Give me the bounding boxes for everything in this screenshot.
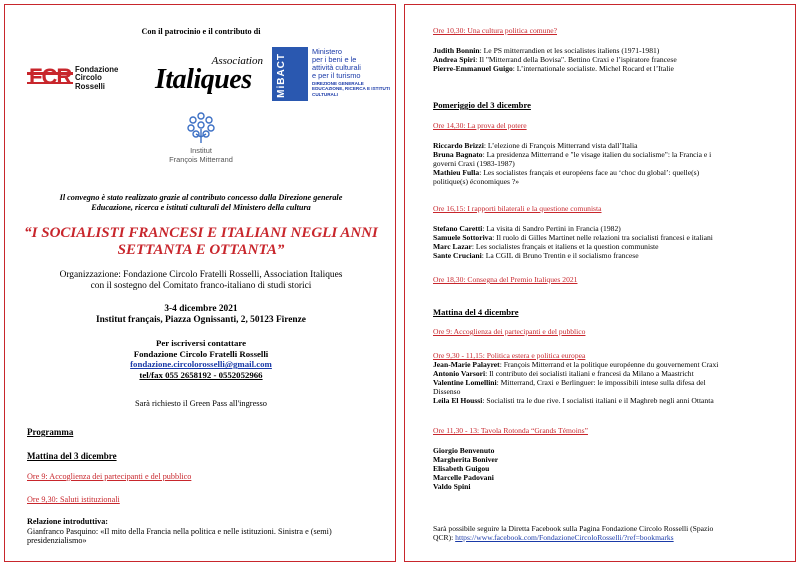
list-item: Pierre-Emmanuel Guigo: L’internationale socialiste. Michel Rocard et l’Italie (433, 64, 674, 73)
session-1130-heading: Ore 11,30 - 13: Tavola Rotonda “Grands Témoins” (433, 426, 588, 435)
green-pass-note: Sarà richiesto il Green Pass all'ingresso (135, 399, 267, 408)
left-page (4, 4, 396, 562)
list-item: Mathieu Fulla: Les socialistes français et européens face au ‘choc du global’: quelle(s) (433, 168, 700, 177)
list-item: Margherita Boniver (433, 455, 499, 464)
mattina-3-heading: Mattina del 3 dicembre (27, 451, 117, 461)
list-item: Elisabeth Guigou (433, 464, 490, 473)
right-page (404, 4, 796, 562)
grands-temoins-list (433, 446, 498, 491)
contact-info: Per iscriversi contattare Fondazione Circolo Fratelli Rosselli fondazione.circolorosselli@gmail.com tel/fax 055 2658192 - 0552052966 (5, 338, 396, 380)
list-item: Jean-Marie Palayret: François Mitterrand et la politique européenne du gouvernement Craxi (433, 360, 719, 369)
list-item: Leila El Houssi: Socialisti tra le due rive. I socialisti italiani e il Maghreb negli anni Ottanta (433, 396, 714, 405)
session-930-heading: Ore 9,30 - 11,15: Politica estera e politica europea (433, 351, 586, 360)
slot-9-accoglienza: Ore 9: Accoglienza dei partecipanti e del pubblico (27, 472, 192, 481)
organization-info: Organizzazione: Fondazione Circolo Fratelli Rosselli, Association Italiques con il sostegno del Comitato franco-italiano di studi storici (59, 270, 343, 291)
list-item: Andrea Spiri: Il "Mitterrand della Bovisa". Bettino Craxi e l’ispiratore francese (433, 55, 677, 64)
slot-930-saluti: Ore 9,30: Saluti istituzionali (27, 495, 120, 504)
mattina-4-heading: Mattina del 4 dicembre (433, 307, 519, 317)
list-item: Dissenso (433, 387, 461, 396)
facebook-page-link[interactable]: https://www.facebook.com/FondazioneCircoloRosselli/?ref=bookmarks (455, 533, 674, 542)
contact-phone: tel/fax 055 2658192 - 0552052966 (139, 369, 263, 380)
grant-statement: Il convegno è stato realizzato grazie al contributo concesso dalla Direzione generale Educazione, ricerca e istituti culturali del Ministero della cultura (59, 193, 343, 212)
session-1030-list (433, 46, 793, 73)
fondazione-circolo-rosselli-logo: FCR Fondazione Circolo Rosselli (27, 63, 135, 93)
list-item: Valentine Lomellini: Mitterrand, Craxi e Berlinguer: le impossibili intese sulla difesa del (433, 378, 706, 387)
contact-email-link[interactable]: fondazione.circolorosselli@gmail.com (130, 359, 272, 370)
fcr-mark-icon: FCR (29, 64, 72, 89)
list-item: Sante Cruciani: La CGIL di Bruno Trentin e il socialismo francese (433, 251, 639, 260)
list-item: Riccardo Brizzi: L’elezione di François Mitterrand vista dall’Italia (433, 141, 638, 150)
session-1430-heading: Ore 14,30: La prova del potere (433, 121, 527, 130)
patronage-line: Con il patrocinio e il contributo di (141, 27, 261, 36)
facebook-live-note: Sarà possibile seguire la Diretta Facebook sulla Pagina Fondazione Circolo Rosselli (Spazio QCR): https://www.facebook.com/FondazioneCircoloRosselli/?ref=bookmarks (433, 524, 714, 542)
list-item: Judith Bonnin: Le PS mitterrandien et les socialistes italiens (1971-1981) (433, 46, 660, 55)
session-1430-list (433, 141, 793, 186)
list-item: Antonio Varsori: Il contributo dei socialisti italiani e francesi da Milano a Maastricht (433, 369, 694, 378)
list-item: Samuele Sottoriva: Il ruolo di Gilles Martinet nelle relazioni tra socialisti francesi e italiani (433, 233, 713, 242)
institut-francois-mitterrand-logo: Institut François Mitterrand (167, 111, 235, 167)
list-item: Stefano Caretti: La visita di Sandro Pertini in Francia (1982) (433, 224, 621, 233)
session-930-list (433, 360, 793, 405)
date-venue: 3-4 dicembre 2021 Institut français, Piazza Ognissanti, 2, 50123 Firenze (96, 304, 306, 325)
pomeriggio-3-heading: Pomeriggio del 3 dicembre (433, 100, 531, 110)
session-1615-list (433, 224, 793, 260)
relazione-introduttiva: Relazione introduttiva: Gianfranco Pasquino: «Il mito della Francia nella politica e nelle istituzioni. Sinistra e (semi) presidenzialismo» (27, 517, 332, 546)
list-item: Giorgio Benvenuto (433, 446, 495, 455)
programma-heading: Programma (27, 427, 74, 437)
conference-title: “I SOCIALISTI FRANCESI E ITALIANI NEGLI ANNI SETTANTA E OTTANTA” (24, 225, 378, 258)
association-italiques-logo: Association Italiques (155, 55, 263, 95)
list-item: Bruna Bagnato: La presidenza Mitterrand e "le visage italien du socialisme": la Francia e i (433, 150, 712, 159)
list-item: Marcelle Padovani (433, 473, 494, 482)
session-1830-heading: Ore 18,30: Consegna del Premio Italiques 2021 (433, 275, 578, 284)
mibact-logo: MiBACT Ministero per i beni e le attività culturali e per il turismo DIREZIONE GENERALE EDUCAZIONE, RICERCA E ISTITUTI CULTURALI (272, 47, 392, 101)
session-1030-heading: Ore 10,30: Una cultura politica comune? (433, 26, 557, 35)
mibact-mark-icon: MiBACT (272, 47, 308, 101)
list-item: Valdo Spini (433, 482, 471, 491)
tree-emblem-icon (186, 111, 216, 145)
session-9-accoglienza: Ore 9: Accoglienza dei partecipanti e del pubblico (433, 327, 586, 336)
list-item: governi Craxi (1983-1987) (433, 159, 515, 168)
list-item: Marc Lazar: Les socialistes français et italiens et la question communiste (433, 242, 659, 251)
session-1615-heading: Ore 16,15: I rapporti bilaterali e la questione comunista (433, 204, 602, 213)
list-item: politique(s) économiques ?» (433, 177, 520, 186)
